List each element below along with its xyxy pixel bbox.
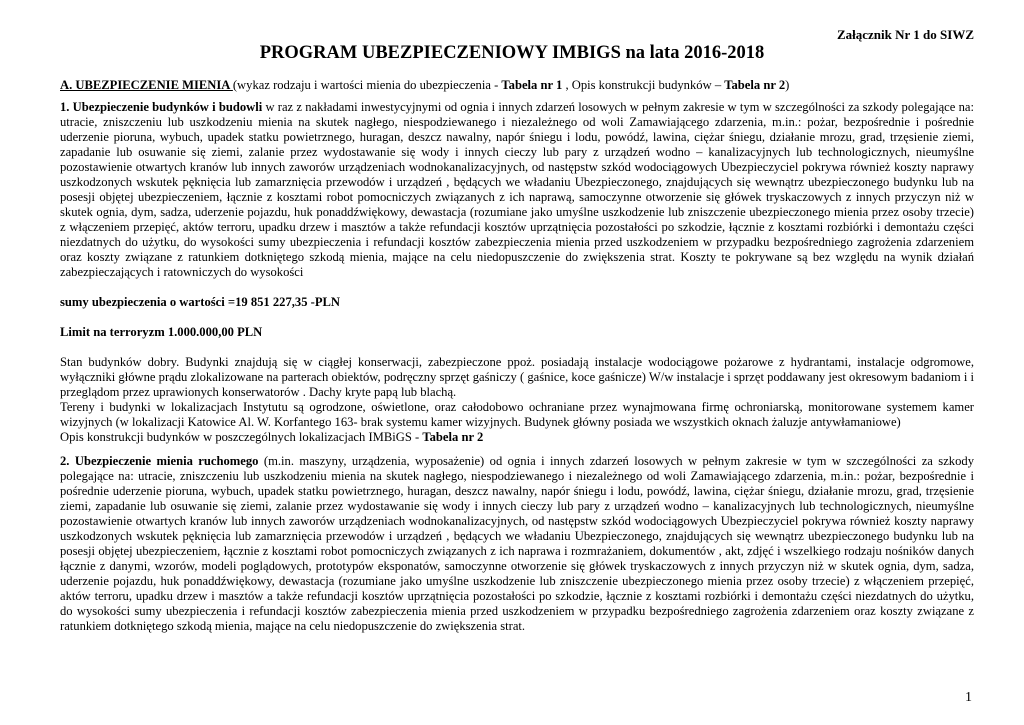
- section-a-heading: [60, 78, 974, 93]
- table-1-ref: Tabela nr 1: [501, 78, 563, 92]
- section-a-note-end: ): [785, 78, 790, 92]
- sum-insured: sumy ubezpieczenia o wartości =19 851 227,35 -PLN: [60, 295, 341, 309]
- construction-note-text: Opis konstrukcji budynków w poszczególnych lokalizacjach IMBiGS -: [60, 430, 423, 444]
- terrorism-limit: Limit na terroryzm 1.000.000,00 PLN: [60, 325, 263, 339]
- item-1-text: w raz z nakładami inwestycyjnymi od ognia i innych zdarzeń losowych w pełnym zakresie w tym w szczególności za szkody polegające na: utracie, zniszczeniu lub uszkodzeniu mienia na skutek nagłego, niespodziewanego i niezależnego od woli Zamawiającego zdarzenia, m.in.: pożar, bezpośrednie i pośrednie uderzenie pioruna, wybuch, upadek statku powietrznego, huragan, deszcz nawalny, napór śniegu i lodu, powódź, lawina, ciężar śniegu, działanie mrozu, grad, trzęsienie ziemi, zapadanie lub osuwanie się ziemi, zalanie przez wydostawanie się wody i innych cieczy lub pary z urządzeń wodno – kanalizacyjnych lub technologicznych, nieumyślne pozostawienie otwartych kranów lub innych zaworów urządzeniach wodnokanalizacyjnych, od następstw szkód wodociągowych Ubezpieczyciel pokrywa również koszty naprawy uszkodzonych wskutek pęknięcia lub zamarznięcia przewodów i urządzeń , będących we władaniu Ubezpieczonego, znajdujących się wewnątrz ubezpieczonego budynku lub na posesji objętej ubezpieczeniem, łącznie z kosztami robot pomocniczych związanych z ich naprawą, samoczynne otworzenie się główek tryskaczowych z innych przyczyn niż w skutek ognia, dym, sadza, uderzenie pojazdu, huk ponaddźwiękowy, dewastacja (rozumiane jako umyślne uszkodzenie lub zniszczenie ubezpieczonego mienia przez osoby trzecie) z włączeniem przepięć, aktów terroru, upadku drzew i masztów a także refundacji kosztów uprzątnięcia pozostałości po szkodzie, łącznie z kosztami rozbiórki i demontażu części niezdatnych do użytku, do wysokości sumy ubezpieczenia i refundacji kosztów zabezpieczenia mienia przed uszkodzeniem w przypadku bezpośredniego zagrożenia zdarzeniem oraz koszty związane z ratunkiem dotkniętego szkodą mienia, mające na celu niedopuszczenie do zwiększenia strat. Koszty te pokrywane są bez względu na wynik działań zabezpieczających i ratowniczych do wysokości: [60, 100, 974, 279]
- section-a-title: A. UBEZPIECZENIE MIENIA: [60, 78, 233, 92]
- document-body: [60, 78, 974, 634]
- page-number: 1: [965, 690, 972, 705]
- grounds-paragraph: Tereny i budynki w lokalizacjach Instytutu są ogrodzone, oświetlone, oraz całodobowo ochraniane przez wynajmowana firmę ochroniarską, monitorowane systemem kamer wizyjnych (w lokalizacji Katowice Al. W. Korfantego 163- brak systemu kamer wizyjnych. Budynek główny posiada we wszystkich oknach żaluzje antywłamaniowe): [60, 400, 974, 429]
- construction-table-ref: Tabela nr 2: [422, 430, 484, 444]
- table-2-ref: Tabela nr 2: [724, 78, 786, 92]
- item-2-text: (m.in. maszyny, urządzenia, wyposażenie) od ognia i innych zdarzeń losowych w pełnym zakresie w tym w szczególności za szkody polegające na: utracie, zniszczeniu lub uszkodzeniu mienia na skutek nagłego, niespodziewanego i niezależnego od woli Zamawiającego zdarzenia, m.in.: pożar, bezpośrednie i pośrednie uderzenie pioruna, wybuch, upadek statku powietrznego, huragan, deszcz nawalny, napór śniegu i lodu, powódź, lawina, ciężar śniegu, działanie mrozu, grad, trzęsienie ziemi, zapadanie lub osuwanie się ziemi, zalanie przez wydostawanie się wody i innych cieczy lub pary z urządzeń wodno – kanalizacyjnych lub technologicznych, nieumyślne pozostawienie otwartych kranów lub innych zaworów urządzeniach wodnokanalizacyjnych, od następstw szkód wodociągowych Ubezpieczyciel pokrywa również koszty naprawy uszkodzonych wskutek pęknięcia lub zamarznięcia przewodów i urządzeń , będących we władaniu Ubezpieczonego, znajdujących się wewnątrz ubezpieczonego budynku lub na posesji objętej ubezpieczeniem, łącznie z kosztami robot pomocniczych związanych z ich naprawa i rozmrażaniem, dokumentów , akt, zdjęć i wszelkiego rodzaju nośników danych łącznie z danymi, wzorów, modeli poglądowych, prototypów eksponatów, samoczynne otworzenie się główek tryskaczowych z innych przyczyn niż w skutek ognia, dym, sadza, uderzenie pojazdu, huk ponaddźwiękowy, dewastacja (rozumiane jako umyślne uszkodzenie lub zniszczenie ubezpieczonego mienia przez osoby trzecie) z włączeniem przepięć, aktów terroru, upadku drzew i masztów a także refundacji kosztów uprzątnięcia pozostałości po szkodzie, łącznie z kosztami rozbiórki i demontażu części niezdatnych do użytku, do wysokości sumy ubezpieczenia i refundacji kosztów zabezpieczenia mienia przed uszkodzeniem w przypadku bezpośredniego zagrożenia zdarzeniem oraz koszty związane z ratunkiem dotkniętego szkodą mienia, mające na celu niedopuszczenie do zwiększenia strat.: [60, 454, 974, 633]
- item-2-paragraph: [60, 454, 974, 634]
- section-a-note: (wykaz rodzaju i wartości mienia do ubezpieczenia -: [232, 78, 502, 92]
- page-title: PROGRAM UBEZPIECZENIOWY IMBIGS na lata 2016-2018: [259, 43, 765, 63]
- construction-note: [60, 430, 974, 445]
- annex-label: Załącznik Nr 1 do SIWZ: [836, 27, 974, 42]
- item-1-lead: 1. Ubezpieczenie budynków i budowli: [60, 100, 263, 114]
- section-a-note-mid: , Opis konstrukcji budynków –: [562, 78, 725, 92]
- building-state-paragraph: Stan budynków dobry. Budynki znajdują się w ciągłej konserwacji, zabezpieczone ppoż. posiadają instalacje wodociągowe pożarowe z hydrantami, instalacje odgromowe, wyłączniki główne prądu zlokalizowane na parterach obiektów, podręczny sprzęt gaśniczy ( gaśnice, koce gaśnicze) W/w instalacje i sprzęt poddawany jest okresowym badaniom i i przeglądom przez uprawionych konserwatorów . Dachy kryte papą lub blachą.: [60, 355, 974, 399]
- item-1-paragraph: [60, 100, 974, 280]
- item-2-lead: 2. Ubezpieczenie mienia ruchomego: [60, 454, 259, 468]
